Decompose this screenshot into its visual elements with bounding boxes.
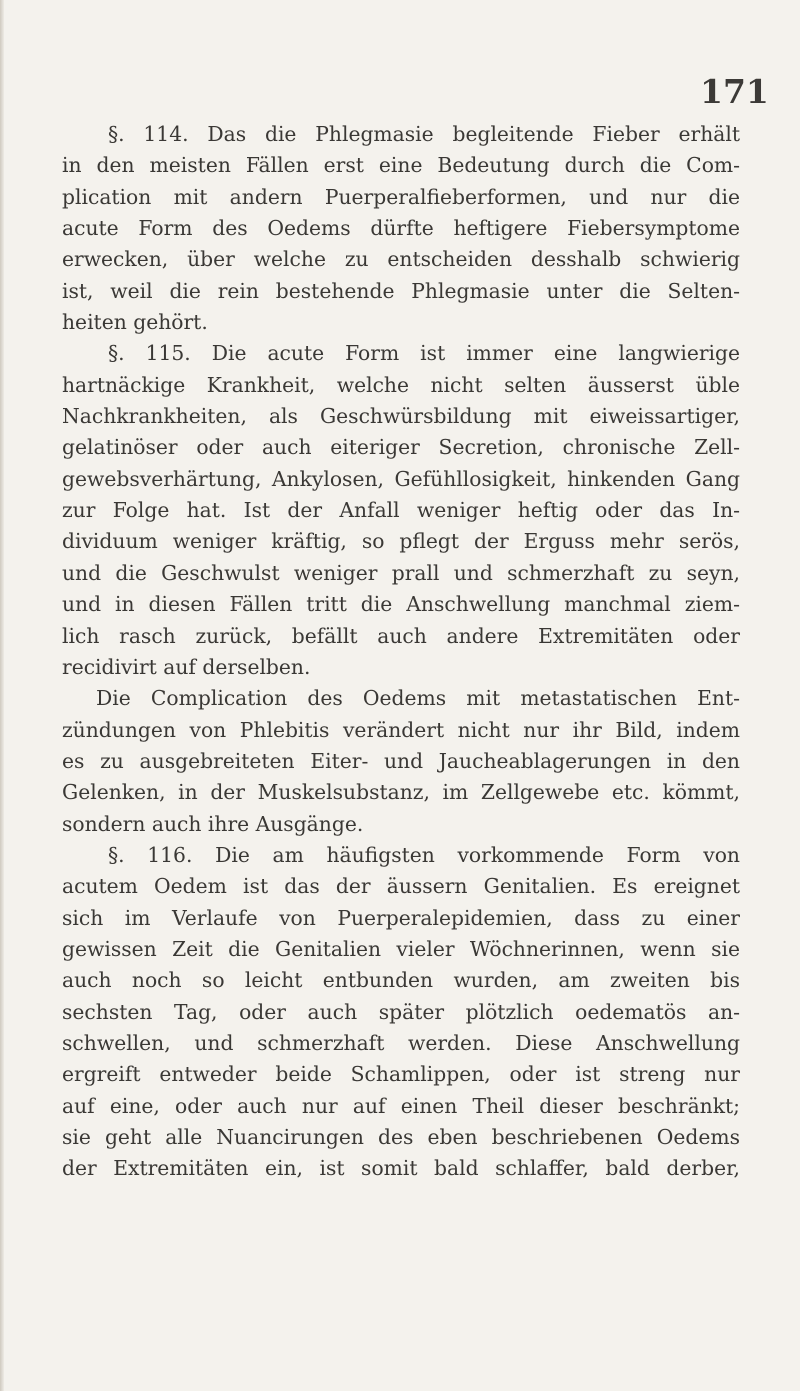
text-line: §. 114. Das die Phlegmasie begleitende Fieber erhält [108, 122, 740, 146]
page-number: 171 [700, 72, 769, 111]
text-line: zündungen von Phlebitis verändert nicht nur ihr Bild, indem [62, 717, 740, 742]
text-line: Die Complication des Oedems mit metastatischen Ent- [96, 686, 740, 711]
text-line: acutem Oedem ist das der äussern Genitalien. Es ereignet [62, 874, 740, 899]
text-line: lich rasch zurück, befällt auch andere Extremitäten oder [62, 623, 740, 648]
text-line: gewebsverhärtung, Ankylosen, Gefühllosigkeit, hinkenden Gang [62, 466, 740, 491]
text-line: plication mit andern Puerperalfieberformen, und nur die [62, 184, 740, 209]
text-line: und in diesen Fällen tritt die Anschwellung manchmal ziem- [62, 592, 740, 617]
text-line: schwellen, und schmerzhaft werden. Diese Anschwellung [62, 1030, 740, 1055]
text-line: gewissen Zeit die Genitalien vieler Wöchnerinnen, wenn sie [62, 936, 740, 961]
text-line: §. 116. Die am häufigsten vorkommende Form von [108, 842, 740, 867]
text-line: es zu ausgebreiteten Eiter- und Jaucheablagerungen in den [62, 748, 740, 773]
text-line: Gelenken, in der Muskelsubstanz, im Zellgewebe etc. kömmt, [62, 780, 740, 805]
text-line: hartnäckige Krankheit, welche nicht selten äusserst üble [62, 372, 740, 397]
text-line: sie geht alle Nuancirungen des eben beschriebenen Oedems [62, 1125, 740, 1149]
text-line: ist, weil die rein bestehende Phlegmasie unter die Selten- [62, 278, 740, 303]
text-line: der Extremitäten ein, ist somit bald schlaffer, bald derber, [62, 1156, 740, 1181]
text-line: gelatinöser oder auch eiteriger Secretion, chronische Zell- [62, 435, 740, 460]
text-line: ergreift entweder beide Schamlippen, oder ist streng nur [62, 1062, 740, 1087]
text-line: sechsten Tag, oder auch später plötzlich oedematös an- [62, 999, 740, 1024]
text-line: sondern auch ihre Ausgänge. [62, 811, 364, 836]
text-line: Nachkrankheiten, als Geschwürsbildung mit eiweissartiger, [62, 404, 740, 429]
text-line: recidivirt auf derselben. [62, 654, 311, 679]
page-edge-shadow [0, 0, 4, 1391]
text-line: auch noch so leicht entbunden wurden, am zweiten bis [62, 968, 740, 993]
text-line: zur Folge hat. Ist der Anfall weniger heftig oder das In- [62, 498, 740, 523]
text-line: sich im Verlaufe von Puerperalepidemien, dass zu einer [62, 905, 740, 930]
text-line: §. 115. Die acute Form ist immer eine langwierige [108, 341, 740, 366]
text-line: auf eine, oder auch nur auf einen Theil dieser beschränkt; [62, 1093, 740, 1118]
text-line: dividuum weniger kräftig, so pflegt der Erguss mehr serös, [62, 529, 740, 554]
text-line: und die Geschwulst weniger prall und schmerzhaft zu seyn, [62, 560, 740, 585]
text-line: acute Form des Oedems dürfte heftigere Fiebersymptome [62, 216, 740, 241]
text-line: erwecken, über welche zu entscheiden desshalb schwierig [62, 247, 740, 272]
text-line: in den meisten Fällen erst eine Bedeutung durch die Com- [62, 153, 740, 178]
text-line: heiten gehört. [62, 310, 208, 335]
body-text [62, 119, 740, 1185]
